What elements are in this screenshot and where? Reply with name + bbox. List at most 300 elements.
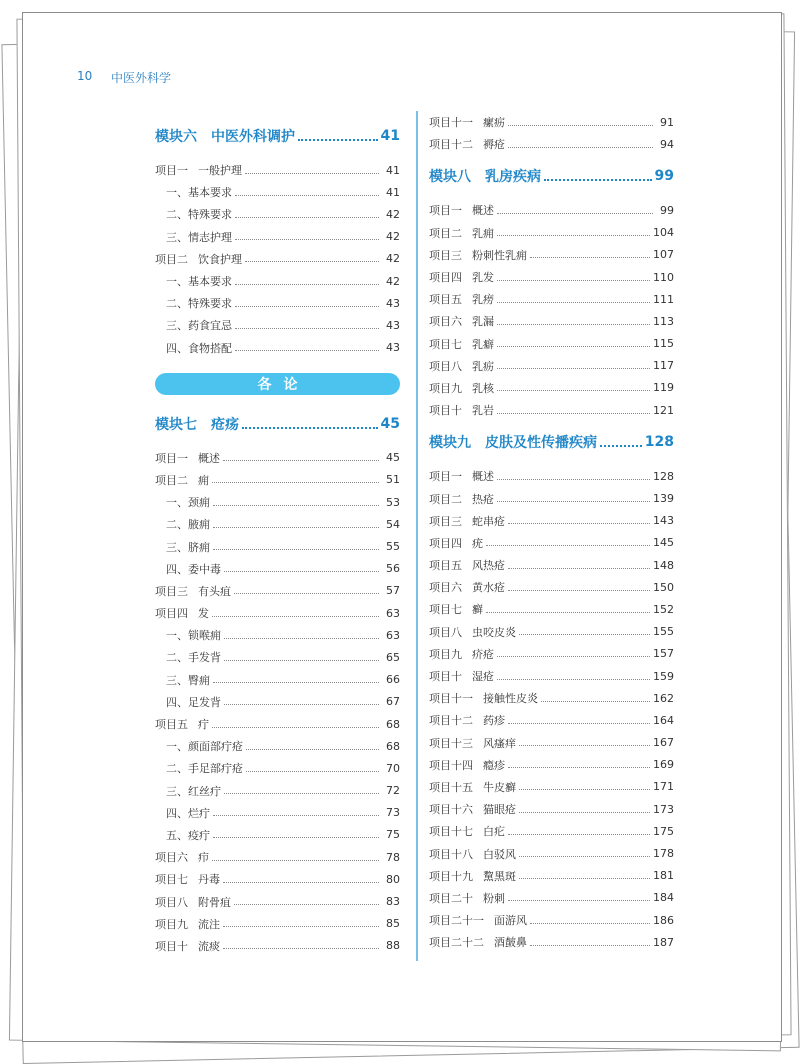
entry-title: 丹毒 (198, 873, 220, 887)
leader-dots (508, 523, 650, 524)
entry-page-number: 42 (386, 252, 400, 266)
entry-number: 项目六 (429, 315, 462, 329)
entry-number: 四、 (166, 562, 188, 576)
entry-title: 概述 (198, 451, 220, 465)
toc-subentry[interactable] (155, 226, 400, 248)
leader-dots (223, 948, 379, 949)
entry-title: 白驳风 (483, 847, 516, 861)
module-number: 模块九 (429, 435, 471, 452)
entry-number: 项目十七 (429, 825, 473, 839)
leader-dots (224, 704, 379, 705)
entry-title: 发 (198, 607, 209, 621)
module-title: 疮疡 (211, 416, 239, 433)
toc-entry[interactable] (429, 865, 674, 887)
entry-number: 三、 (166, 540, 188, 554)
entry-title: 面游风 (494, 914, 527, 928)
entry-number: 项目五 (429, 293, 462, 307)
toc-entry[interactable] (429, 399, 674, 421)
leader-dots (223, 882, 379, 883)
entry-page-number: 43 (386, 296, 400, 310)
entry-number: 项目九 (429, 647, 462, 661)
leader-dots (519, 634, 650, 635)
module-number: 模块七 (155, 416, 197, 433)
toc-entry-list (429, 465, 674, 953)
entry-number: 三、 (166, 673, 188, 687)
leader-dots (235, 284, 379, 285)
entry-title: 一般护理 (198, 164, 242, 178)
column-divider (416, 111, 418, 961)
leader-dots (213, 815, 379, 816)
entry-title: 接触性皮炎 (483, 692, 538, 706)
entry-number: 四、 (166, 806, 188, 820)
entry-page-number: 42 (386, 230, 400, 244)
entry-page-number: 175 (653, 824, 674, 838)
toc-entry[interactable] (155, 580, 400, 602)
toc-entry[interactable] (429, 487, 674, 509)
entry-page-number: 66 (386, 673, 400, 687)
toc-entry[interactable] (155, 248, 400, 270)
entry-number: 一、 (166, 740, 188, 754)
leader-dots (298, 139, 378, 141)
module-title: 皮肤及性传播疾病 (485, 435, 597, 452)
module-title: 乳房疾病 (485, 169, 541, 186)
leader-dots (497, 368, 650, 369)
toc-subentry[interactable] (155, 292, 400, 314)
toc-entry[interactable] (429, 111, 674, 133)
entry-page-number: 152 (653, 602, 674, 616)
leader-dots (519, 789, 650, 790)
leader-dots (213, 549, 379, 550)
entry-number: 一、 (166, 629, 188, 643)
entry-number: 二、 (166, 518, 188, 532)
toc-entry[interactable] (429, 598, 674, 620)
toc-entry[interactable] (429, 776, 674, 798)
toc-entry-list (155, 159, 400, 359)
leader-dots (223, 926, 379, 927)
entry-title: 风瘙痒 (483, 736, 516, 750)
entry-number: 项目五 (155, 718, 188, 732)
entry-title: 饮食护理 (198, 252, 242, 266)
leader-dots (508, 125, 653, 126)
entry-title: 瘰疬 (483, 116, 505, 130)
leader-dots (235, 195, 379, 196)
entry-page-number: 67 (386, 695, 400, 709)
leader-dots (497, 413, 650, 414)
toc-subentry[interactable] (155, 337, 400, 359)
leader-dots (530, 923, 650, 924)
entry-number: 项目八 (155, 895, 188, 909)
entry-number: 二、 (166, 762, 188, 776)
leader-dots (508, 723, 650, 724)
running-header-title: 中医外科学 (111, 71, 172, 85)
entry-number: 项目二十 (429, 891, 473, 905)
module-page-number: 99 (654, 168, 674, 185)
toc-entry[interactable] (429, 643, 674, 665)
entry-page-number: 63 (386, 606, 400, 620)
entry-number: 项目八 (429, 359, 462, 373)
toc-subentry[interactable] (155, 270, 400, 292)
toc-subentry[interactable] (155, 824, 400, 846)
toc-entry[interactable] (429, 377, 674, 399)
entry-number: 项目十三 (429, 736, 473, 750)
toc-subentry[interactable] (155, 558, 400, 580)
leader-dots (224, 571, 379, 572)
leader-dots (212, 482, 379, 483)
leader-dots (541, 701, 650, 702)
entry-page-number: 150 (653, 580, 674, 594)
toc-subentry[interactable] (155, 314, 400, 336)
toc-module-heading[interactable] (155, 119, 400, 153)
entry-number: 项目二 (155, 252, 188, 266)
entry-title: 乳痈 (472, 226, 494, 240)
entry-number: 项目八 (429, 625, 462, 639)
entry-page-number: 117 (653, 359, 674, 373)
toc-entry[interactable] (429, 554, 674, 576)
entry-page-number: 91 (660, 115, 674, 129)
leader-dots (508, 767, 650, 768)
toc-subentry[interactable] (155, 203, 400, 225)
toc-subentry[interactable] (155, 491, 400, 513)
toc-entry[interactable] (155, 159, 400, 181)
entry-number: 项目十二 (429, 714, 473, 728)
entry-title: 药疹 (483, 714, 505, 728)
entry-page-number: 110 (653, 270, 674, 284)
entry-number: 项目四 (429, 271, 462, 285)
page-number: 10 (77, 69, 93, 83)
toc-entry[interactable] (429, 798, 674, 820)
toc-subentry[interactable] (155, 513, 400, 535)
leader-dots (245, 173, 379, 174)
toc-entry[interactable] (429, 665, 674, 687)
toc-subentry[interactable] (155, 181, 400, 203)
toc-entry[interactable] (429, 266, 674, 288)
entry-page-number: 75 (386, 828, 400, 842)
entry-title: 腋痈 (188, 518, 210, 532)
entry-title: 粉刺性乳痈 (472, 248, 527, 262)
leader-dots (497, 213, 653, 214)
entry-number: 项目十一 (429, 116, 473, 130)
entry-title: 流注 (198, 917, 220, 931)
leader-dots (519, 856, 650, 857)
entry-number: 项目一 (155, 451, 188, 465)
entry-title: 概述 (472, 204, 494, 218)
entry-number: 项目六 (155, 851, 188, 865)
toc-left-column (155, 119, 400, 957)
toc-entry[interactable] (429, 510, 674, 532)
entry-number: 二、 (166, 208, 188, 222)
toc-entry[interactable] (429, 687, 674, 709)
entry-page-number: 128 (653, 469, 674, 483)
toc-subentry[interactable] (155, 669, 400, 691)
toc-entry[interactable] (155, 935, 400, 957)
entry-title: 颈痈 (188, 496, 210, 510)
entry-page-number: 173 (653, 802, 674, 816)
toc-entry[interactable] (429, 887, 674, 909)
entry-title: 黄水疮 (472, 581, 505, 595)
entry-page-number: 65 (386, 650, 400, 664)
module-number: 模块八 (429, 169, 471, 186)
entry-number: 项目一 (155, 164, 188, 178)
entry-page-number: 104 (653, 226, 674, 240)
entry-page-number: 45 (386, 451, 400, 465)
entry-number: 项目二 (155, 473, 188, 487)
entry-page-number: 57 (386, 584, 400, 598)
toc-entry[interactable] (155, 447, 400, 469)
entry-title: 委中毒 (188, 562, 221, 576)
toc-entry[interactable] (429, 288, 674, 310)
entry-title: 手发背 (188, 651, 221, 665)
leader-dots (223, 460, 379, 461)
entry-page-number: 171 (653, 780, 674, 794)
leader-dots (246, 771, 379, 772)
toc-entry[interactable] (429, 576, 674, 598)
entry-title: 酒皶鼻 (494, 936, 527, 950)
leader-dots (213, 505, 379, 506)
toc-entry[interactable] (429, 909, 674, 931)
entry-page-number: 157 (653, 647, 674, 661)
entry-page-number: 73 (386, 806, 400, 820)
entry-number: 项目二十二 (429, 936, 484, 950)
leader-dots (508, 590, 650, 591)
toc-subentry[interactable] (155, 780, 400, 802)
leader-dots (242, 427, 378, 429)
entry-title: 流痰 (198, 939, 220, 953)
toc-entry[interactable] (429, 310, 674, 332)
leader-dots (508, 147, 653, 148)
entry-number: 项目十六 (429, 803, 473, 817)
entry-title: 癣 (472, 603, 483, 617)
toc-subentry[interactable] (155, 691, 400, 713)
entry-title: 乳癖 (472, 337, 494, 351)
entry-page-number: 68 (386, 717, 400, 731)
entry-number: 项目七 (429, 337, 462, 351)
entry-page-number: 145 (653, 536, 674, 550)
entry-title: 黧黑斑 (483, 869, 516, 883)
entry-number: 项目十 (429, 670, 462, 684)
leader-dots (508, 834, 650, 835)
entry-page-number: 88 (386, 939, 400, 953)
entry-page-number: 167 (653, 736, 674, 750)
entry-title: 痈 (198, 473, 209, 487)
entry-number: 项目十 (155, 939, 188, 953)
toc-entry[interactable] (155, 713, 400, 735)
entry-page-number: 56 (386, 562, 400, 576)
leader-dots (224, 660, 379, 661)
toc-entry[interactable] (155, 890, 400, 912)
entry-title: 概述 (472, 470, 494, 484)
entry-title: 情志护理 (188, 230, 232, 244)
entry-title: 疥疮 (472, 647, 494, 661)
entry-title: 药食宜忌 (188, 319, 232, 333)
entry-page-number: 72 (386, 784, 400, 798)
toc-entry[interactable] (429, 465, 674, 487)
entry-page-number: 115 (653, 337, 674, 351)
toc-subentry[interactable] (155, 646, 400, 668)
entry-number: 二、 (166, 297, 188, 311)
entry-number: 项目三 (429, 514, 462, 528)
leader-dots (235, 239, 379, 240)
entry-title: 乳疬 (472, 359, 494, 373)
entry-title: 湿疮 (472, 670, 494, 684)
toc-entry-list (429, 199, 674, 421)
entry-number: 项目六 (429, 581, 462, 595)
entry-title: 疔 (198, 718, 209, 732)
toc-entry[interactable] (429, 732, 674, 754)
entry-page-number: 181 (653, 869, 674, 883)
leader-dots (497, 235, 650, 236)
leader-dots (497, 302, 650, 303)
leader-dots (235, 350, 379, 351)
leader-dots (224, 638, 379, 639)
entry-title: 猫眼疮 (483, 803, 516, 817)
entry-page-number: 42 (386, 274, 400, 288)
entry-title: 手足部疔疮 (188, 762, 243, 776)
entry-page-number: 70 (386, 761, 400, 775)
leader-dots (530, 257, 650, 258)
entry-title: 颜面部疔疮 (188, 740, 243, 754)
leader-dots (530, 945, 650, 946)
entry-number: 项目二 (429, 492, 462, 506)
toc-entry[interactable] (429, 532, 674, 554)
entry-title: 臀痈 (188, 673, 210, 687)
toc-subentry[interactable] (155, 802, 400, 824)
leader-dots (497, 656, 650, 657)
entry-title: 白疕 (483, 825, 505, 839)
entry-number: 四、 (166, 341, 188, 355)
leader-dots (212, 616, 379, 617)
entry-title: 乳发 (472, 271, 494, 285)
entry-number: 项目十八 (429, 847, 473, 861)
leader-dots (508, 568, 650, 569)
toc-module-heading[interactable] (429, 159, 674, 193)
entry-title: 锁喉痈 (188, 629, 221, 643)
toc-entry[interactable] (155, 913, 400, 935)
toc-entry[interactable] (429, 820, 674, 842)
entry-title: 脐痈 (188, 540, 210, 554)
module-title: 中医外科调护 (211, 129, 295, 145)
entry-title: 瘾疹 (483, 758, 505, 772)
toc-entry[interactable] (429, 244, 674, 266)
toc-entry-list (429, 111, 674, 155)
leader-dots (486, 612, 650, 613)
entry-number: 一、 (166, 186, 188, 200)
entry-page-number: 43 (386, 341, 400, 355)
entry-number: 三、 (166, 784, 188, 798)
leader-dots (600, 445, 642, 447)
leader-dots (212, 860, 379, 861)
toc-entry[interactable] (429, 709, 674, 731)
toc-right-column (429, 111, 674, 953)
toc-module-heading[interactable] (155, 407, 400, 441)
toc-entry[interactable] (429, 842, 674, 864)
toc-entry[interactable] (429, 621, 674, 643)
entry-number: 项目二十一 (429, 914, 484, 928)
entry-number: 项目十一 (429, 692, 473, 706)
toc-entry[interactable] (155, 602, 400, 624)
leader-dots (235, 217, 379, 218)
entry-page-number: 94 (660, 137, 674, 151)
entry-number: 一、 (166, 496, 188, 510)
entry-title: 牛皮癣 (483, 780, 516, 794)
leader-dots (497, 324, 650, 325)
entry-page-number: 107 (653, 248, 674, 262)
leader-dots (497, 679, 650, 680)
leader-dots (497, 479, 650, 480)
entry-page-number: 139 (653, 492, 674, 506)
leader-dots (486, 545, 650, 546)
toc-module-heading[interactable] (429, 425, 674, 459)
entry-title: 疖 (198, 851, 209, 865)
entry-title: 褥疮 (483, 138, 505, 152)
entry-page-number: 187 (653, 935, 674, 949)
toc-entry[interactable] (429, 355, 674, 377)
toc-subentry[interactable] (155, 535, 400, 557)
entry-number: 项目十四 (429, 758, 473, 772)
entry-page-number: 143 (653, 514, 674, 528)
toc-subentry[interactable] (155, 624, 400, 646)
toc-entry[interactable] (429, 133, 674, 155)
entry-page-number: 42 (386, 207, 400, 221)
entry-page-number: 119 (653, 381, 674, 395)
toc-entry[interactable] (155, 868, 400, 890)
entry-page-number: 41 (386, 163, 400, 177)
leader-dots (213, 837, 379, 838)
toc-subentry[interactable] (155, 735, 400, 757)
entry-page-number: 186 (653, 913, 674, 927)
entry-title: 风热疮 (472, 559, 505, 573)
entry-number: 项目四 (155, 607, 188, 621)
leader-dots (235, 328, 379, 329)
entry-title: 基本要求 (188, 275, 232, 289)
entry-page-number: 169 (653, 758, 674, 772)
entry-title: 特殊要求 (188, 208, 232, 222)
module-number: 模块六 (155, 129, 197, 145)
entry-title: 食物搭配 (188, 341, 232, 355)
entry-page-number: 148 (653, 558, 674, 572)
entry-page-number: 51 (386, 473, 400, 487)
toc-subentry[interactable] (155, 757, 400, 779)
leader-dots (212, 727, 379, 728)
toc-entry[interactable] (429, 754, 674, 776)
toc-entry[interactable] (429, 931, 674, 953)
entry-page-number: 53 (386, 495, 400, 509)
leader-dots (519, 745, 650, 746)
entry-page-number: 83 (386, 895, 400, 909)
leader-dots (497, 346, 650, 347)
entry-number: 项目七 (155, 873, 188, 887)
toc-entry[interactable] (155, 846, 400, 868)
toc-entry[interactable] (429, 222, 674, 244)
entry-page-number: 99 (660, 203, 674, 217)
leader-dots (508, 900, 650, 901)
entry-page-number: 41 (386, 185, 400, 199)
toc-entry[interactable] (155, 469, 400, 491)
entry-number: 四、 (166, 695, 188, 709)
leader-dots (234, 904, 379, 905)
entry-page-number: 78 (386, 850, 400, 864)
leader-dots (245, 261, 379, 262)
entry-number: 项目一 (429, 204, 462, 218)
toc-entry[interactable] (429, 199, 674, 221)
entry-page-number: 121 (653, 403, 674, 417)
entry-page-number: 184 (653, 891, 674, 905)
entry-number: 二、 (166, 651, 188, 665)
leader-dots (235, 306, 379, 307)
leader-dots (519, 812, 650, 813)
entry-page-number: 155 (653, 625, 674, 639)
entry-page-number: 164 (653, 713, 674, 727)
toc-entry[interactable] (429, 333, 674, 355)
